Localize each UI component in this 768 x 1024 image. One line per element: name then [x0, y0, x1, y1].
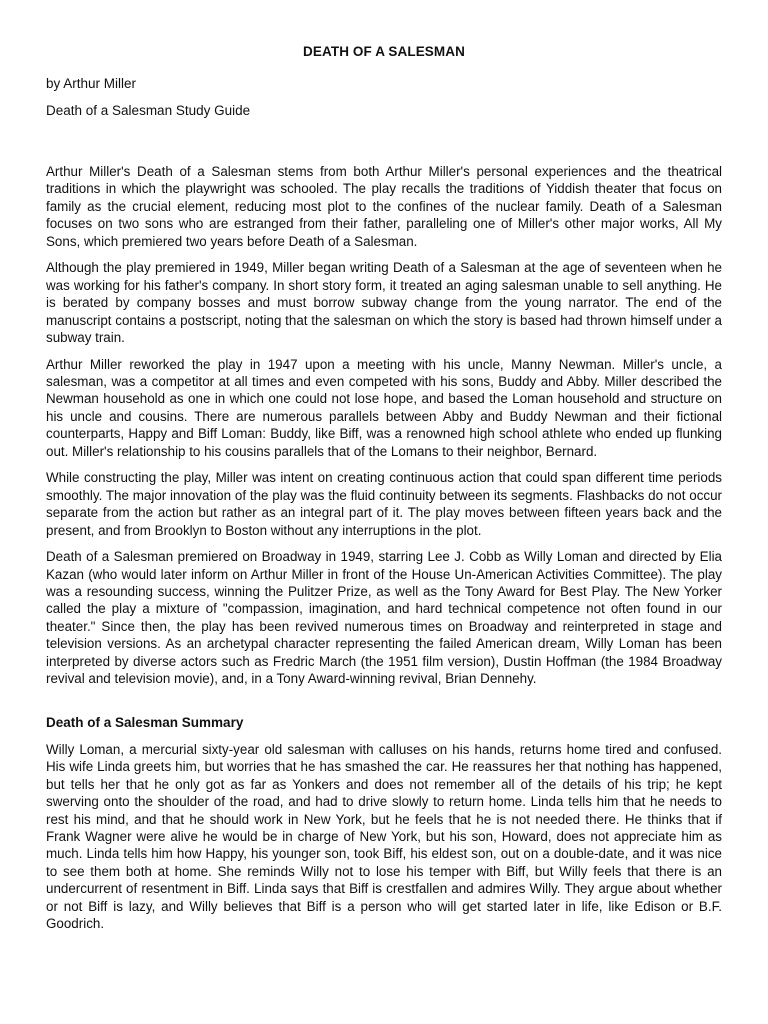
- study-guide-subtitle: Death of a Salesman Study Guide: [46, 103, 251, 118]
- document-title: DEATH OF A SALESMAN: [303, 44, 465, 59]
- summary-heading: Death of a Salesman Summary: [46, 714, 244, 730]
- intro-paragraph-5: Death of a Salesman premiered on Broadway in 1949, starring Lee J. Cobb as Willy Loman and directed by Elia Kazan (who would later inform on Arthur Miller in front of the House Un-American Activities Committee). The play was a resounding success, winning the Pulitzer Prize, as well as the Tony Award for Best Play. The New Yorker called the play a mixture of "compassion, imagination, and hard technical competence not often found in our theater." Since then, the play has been revived numerous times on Broadway and reinterpreted in stage and television versions. As an archetypal character representing the failed American dream, Willy Loman has been interpreted by diverse actors such as Fredric March (the 1951 film version), Dustin Hoffman (the 1984 Broadway revival and television movie), and, in a Tony Award-winning revival, Brian Dennehy.: [46, 549, 722, 687]
- author-line: by Arthur Miller: [46, 76, 137, 91]
- spacer: [46, 697, 722, 713]
- intro-paragraph-1: Arthur Miller's Death of a Salesman stems from both Arthur Miller's personal experiences and the theatrical traditions in which the playwright was schooled. The play recalls the traditions of Yiddish theater that focus on family as the crucial element, reducing most plot to the confines of the nuclear family. Death of a Salesman focuses on two sons who are estranged from their father, paralleling one of Miller's other major works, All My Sons, which premiered two years before Death of a Salesman.: [46, 164, 722, 249]
- intro-paragraph-3: Arthur Miller reworked the play in 1947 upon a meeting with his uncle, Manny Newman. Miller's uncle, a salesman, was a competitor at all times and even competed with his sons, Buddy and Abby. Miller described the Newman household as one in which one could not lose hope, and based the Loman household and structure on his uncle and cousins. There are numerous parallels between Abby and Buddy Newman and their fictional counterparts, Happy and Biff Loman: Buddy, like Biff, was a renowned high school athlete who ended up flunking out. Miller's relationship to his cousins parallels that of the Lomans to their neighbor, Bernard.: [46, 356, 722, 459]
- summary-paragraph: Willy Loman, a mercurial sixty-year old salesman with calluses on his hands, returns home tired and confused. His wife Linda greets him, but worries that he has smashed the car. He reassures her that nothing has happened, but tells her that he only got as far as Yonkers and does not remember all of the details of his trip; he kept swerving onto the shoulder of the road, and had to drive slowly to return home. Linda tells him that he needs to rest his mind, and that he should work in New York, but he feels that he is not needed there. He thinks that if Frank Wagner were alive he would be in charge of New York, but his son, Howard, does not appreciate him as much. Linda tells him how Happy, his younger son, took Biff, his eldest son, out on a double-date, and it was nice to see them both at home. She reminds Willy not to lose his temper with Biff, but Willy feels that there is an undercurrent of resentment in Biff. Linda says that Biff is crestfallen and admires Willy. They argue about whether or not Biff is lazy, and Willy believes that Biff is a person who will get started later in life, like Edison or B.F. Goodrich.: [46, 741, 722, 932]
- intro-paragraph-4: While constructing the play, Miller was intent on creating continuous action that could span different time periods smoothly. The major innovation of the play was the fluid continuity between its segments. Flashbacks do not occur separate from the action but rather as an integral part of it. The play moves between fifteen years back and the present, and from Brooklyn to Boston without any interruptions in the plot.: [46, 470, 722, 538]
- document-page: [46, 42, 722, 942]
- intro-paragraph-2: Although the play premiered in 1949, Miller began writing Death of a Salesman at the age of seventeen when he was working for his father's company. In short story form, it treated an aging salesman unable to sell anything. He is berated by company bosses and must borrow subway change from the young narrator. The end of the manuscript contains a postscript, noting that the salesman on which the story is based had thrown himself under a subway train.: [46, 260, 722, 346]
- spacer: [46, 128, 722, 163]
